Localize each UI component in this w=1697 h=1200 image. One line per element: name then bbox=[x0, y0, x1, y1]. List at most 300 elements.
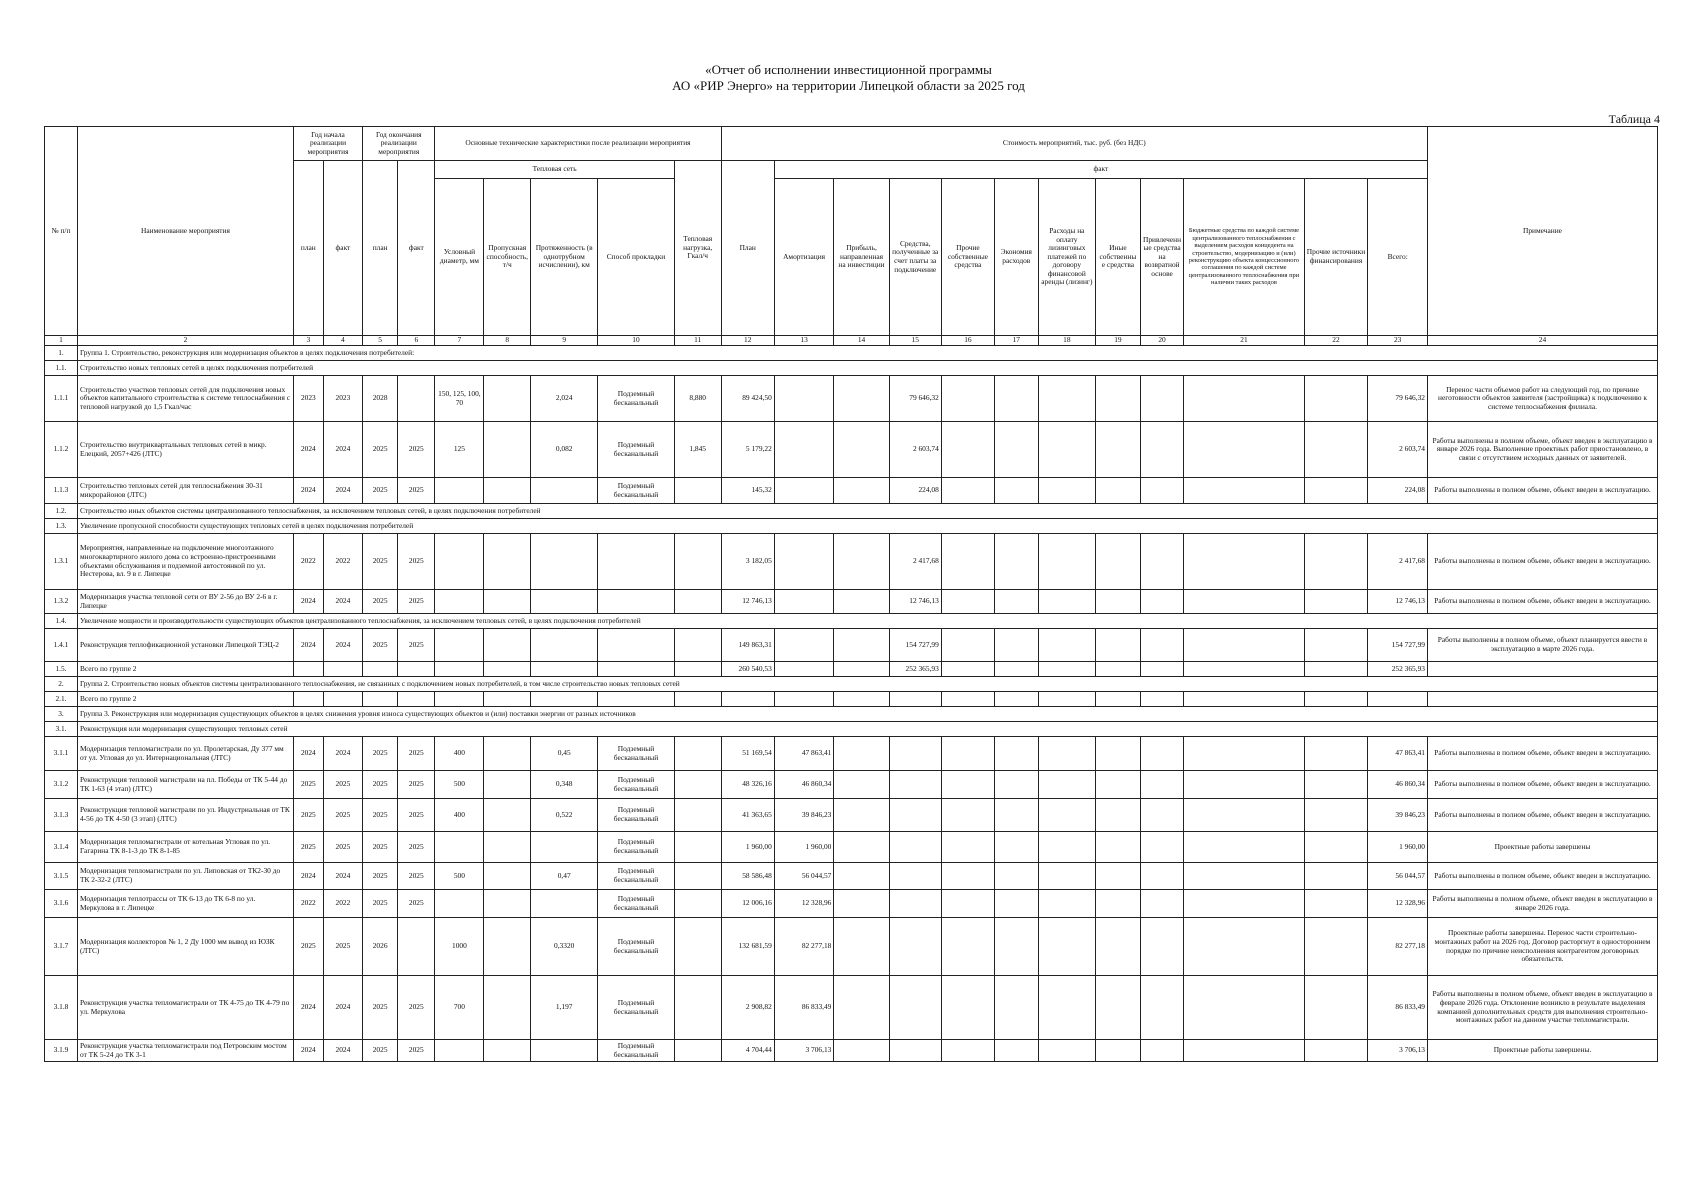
row-number: 1.5. bbox=[45, 662, 78, 677]
column-number: 17 bbox=[995, 336, 1039, 346]
diameter bbox=[435, 890, 484, 918]
other-sources bbox=[1304, 590, 1368, 614]
row-number: 1.3.1 bbox=[45, 534, 78, 590]
other-own-funds bbox=[941, 590, 994, 614]
note: Проектные работы завершены. Перенос части строительно-монтажных работ на 2026 год. Договор расторгнут в одностороннем порядке по причине неисполнения контрагентом договорных обязательств. bbox=[1427, 918, 1657, 976]
header-plan-cost: План bbox=[721, 161, 774, 336]
empty-cell bbox=[398, 692, 435, 707]
start-year-fact: 2024 bbox=[323, 629, 362, 662]
row-number: 1.1.1 bbox=[45, 376, 78, 422]
column-number: 8 bbox=[484, 336, 531, 346]
end-year-fact: 2025 bbox=[398, 534, 435, 590]
heat-load bbox=[674, 890, 721, 918]
connection-fee: 12 746,13 bbox=[889, 590, 941, 614]
column-number: 1 bbox=[45, 336, 78, 346]
borrowed-funds bbox=[1140, 771, 1184, 799]
diameter bbox=[435, 534, 484, 590]
end-year-plan: 2025 bbox=[363, 422, 398, 478]
empty-cell bbox=[1427, 692, 1657, 707]
empty-cell bbox=[484, 692, 531, 707]
row-number: 1.1. bbox=[45, 361, 78, 376]
capacity bbox=[484, 376, 531, 422]
row-number: 3.1.7 bbox=[45, 918, 78, 976]
connection-fee: 252 365,93 bbox=[889, 662, 941, 677]
budget-funds bbox=[1184, 832, 1304, 863]
measure-name: Реконструкция теплофикационной установки Липецкой ТЭЦ-2 bbox=[77, 629, 293, 662]
column-number: 20 bbox=[1140, 336, 1184, 346]
empty-cell bbox=[774, 692, 834, 707]
laying-method bbox=[598, 590, 675, 614]
length: 0,3320 bbox=[531, 918, 598, 976]
note: Работы выполнены в полном объеме, объект введен в эксплуатацию в феврале 2026 года. Отклонение возникло в результате выделения компанией дополнительных средств для выполнения строительно-монтажных работ на данном участке тепломагистрали. bbox=[1427, 976, 1657, 1040]
heat-load bbox=[674, 771, 721, 799]
row-number: 3.1.4 bbox=[45, 832, 78, 863]
capacity bbox=[484, 771, 531, 799]
other-own-funds-2 bbox=[1096, 737, 1141, 771]
other-own-funds-2 bbox=[1096, 863, 1141, 890]
laying-method: Подземный бесканальный bbox=[598, 832, 675, 863]
connection-fee: 79 646,32 bbox=[889, 376, 941, 422]
other-sources bbox=[1304, 799, 1368, 832]
other-own-funds-2 bbox=[1096, 771, 1141, 799]
empty-cell bbox=[323, 692, 362, 707]
measure-name: Мероприятия, направленные на подключение многоэтажного многоквартирного жилого дома со встроенно-пристроенными объектами обслуживания и подземной автостоянкой по ул. Нестерова, вл. 9 в г. Липецке bbox=[77, 534, 293, 590]
column-number: 22 bbox=[1304, 336, 1368, 346]
diameter bbox=[435, 629, 484, 662]
empty-cell bbox=[435, 662, 484, 677]
connection-fee: 154 727,99 bbox=[889, 629, 941, 662]
amortization bbox=[774, 422, 834, 478]
plan-cost bbox=[721, 692, 774, 707]
column-number: 18 bbox=[1038, 336, 1095, 346]
connection-fee bbox=[889, 976, 941, 1040]
empty-cell bbox=[834, 662, 889, 677]
profit bbox=[834, 376, 889, 422]
capacity bbox=[484, 799, 531, 832]
total-fact: 252 365,93 bbox=[1368, 662, 1428, 677]
empty-cell bbox=[1427, 662, 1657, 677]
other-own-funds bbox=[941, 976, 994, 1040]
empty-cell bbox=[1038, 692, 1095, 707]
note: Работы выполнены в полном объеме, объект введен в эксплуатацию. bbox=[1427, 737, 1657, 771]
row-number: 3.1. bbox=[45, 722, 78, 737]
leasing bbox=[1038, 422, 1095, 478]
column-number: 12 bbox=[721, 336, 774, 346]
diameter: 700 bbox=[435, 976, 484, 1040]
header-end-plan: план bbox=[363, 161, 398, 336]
profit bbox=[834, 1040, 889, 1062]
other-own-funds-2 bbox=[1096, 890, 1141, 918]
amortization: 12 328,96 bbox=[774, 890, 834, 918]
plan-cost: 2 908,82 bbox=[721, 976, 774, 1040]
borrowed-funds bbox=[1140, 799, 1184, 832]
budget-funds bbox=[1184, 1040, 1304, 1062]
borrowed-funds bbox=[1140, 976, 1184, 1040]
total-row bbox=[45, 662, 1658, 677]
laying-method bbox=[598, 534, 675, 590]
column-number: 6 bbox=[398, 336, 435, 346]
row-number: 1.1.2 bbox=[45, 422, 78, 478]
header-diameter: Условный диаметр, мм bbox=[435, 179, 484, 336]
diameter: 1000 bbox=[435, 918, 484, 976]
other-own-funds-2 bbox=[1096, 1040, 1141, 1062]
amortization bbox=[774, 534, 834, 590]
plan-cost: 145,32 bbox=[721, 478, 774, 504]
row-number: 3.1.2 bbox=[45, 771, 78, 799]
leasing bbox=[1038, 478, 1095, 504]
other-sources bbox=[1304, 629, 1368, 662]
leasing bbox=[1038, 376, 1095, 422]
column-number: 19 bbox=[1096, 336, 1141, 346]
end-year-fact bbox=[398, 918, 435, 976]
other-own-funds-2 bbox=[1096, 590, 1141, 614]
measure-name: Реконструкция тепловой магистрали по ул. Индустриальная от ТК 4-56 до ТК 4-50 (3 этап) (ЛТС) bbox=[77, 799, 293, 832]
measure-name: Строительство тепловых сетей для теплоснабжения 30-31 микрорайонов (ЛТС) bbox=[77, 478, 293, 504]
empty-cell bbox=[1096, 662, 1141, 677]
leasing bbox=[1038, 890, 1095, 918]
end-year-plan: 2025 bbox=[363, 832, 398, 863]
budget-funds bbox=[1184, 771, 1304, 799]
table-row bbox=[45, 771, 1658, 799]
group-row bbox=[45, 519, 1658, 534]
start-year-plan: 2023 bbox=[293, 376, 323, 422]
empty-cell bbox=[941, 692, 994, 707]
plan-cost: 41 363,65 bbox=[721, 799, 774, 832]
amortization bbox=[774, 629, 834, 662]
table-row bbox=[45, 478, 1658, 504]
note: Проектные работы завершены. bbox=[1427, 1040, 1657, 1062]
other-own-funds-2 bbox=[1096, 422, 1141, 478]
savings bbox=[995, 737, 1039, 771]
laying-method bbox=[598, 629, 675, 662]
other-own-funds bbox=[941, 890, 994, 918]
amortization: 56 044,57 bbox=[774, 863, 834, 890]
connection-fee bbox=[889, 1040, 941, 1062]
table-row bbox=[45, 890, 1658, 918]
empty-cell bbox=[1184, 662, 1304, 677]
end-year-fact: 2025 bbox=[398, 799, 435, 832]
connection-fee: 2 417,68 bbox=[889, 534, 941, 590]
empty-cell bbox=[1184, 692, 1304, 707]
other-own-funds-2 bbox=[1096, 534, 1141, 590]
profit bbox=[834, 918, 889, 976]
heat-load bbox=[674, 737, 721, 771]
start-year-plan: 2024 bbox=[293, 863, 323, 890]
savings bbox=[995, 976, 1039, 1040]
other-sources bbox=[1304, 1040, 1368, 1062]
end-year-fact bbox=[398, 376, 435, 422]
capacity bbox=[484, 890, 531, 918]
column-number: 2 bbox=[77, 336, 293, 346]
end-year-fact: 2025 bbox=[398, 1040, 435, 1062]
header-start-year: Год начала реализации мероприятия bbox=[293, 127, 362, 161]
row-number: 1.2. bbox=[45, 504, 78, 519]
start-year-fact: 2025 bbox=[323, 799, 362, 832]
empty-cell bbox=[531, 692, 598, 707]
plan-cost: 1 960,00 bbox=[721, 832, 774, 863]
length: 0,522 bbox=[531, 799, 598, 832]
savings bbox=[995, 771, 1039, 799]
laying-method: Подземный бесканальный bbox=[598, 478, 675, 504]
other-own-funds-2 bbox=[1096, 478, 1141, 504]
table-row bbox=[45, 976, 1658, 1040]
start-year-plan: 2022 bbox=[293, 890, 323, 918]
savings bbox=[995, 918, 1039, 976]
profit bbox=[834, 590, 889, 614]
budget-funds bbox=[1184, 890, 1304, 918]
total-fact: 3 706,13 bbox=[1368, 1040, 1428, 1062]
laying-method: Подземный бесканальный bbox=[598, 918, 675, 976]
start-year-fact: 2025 bbox=[323, 771, 362, 799]
header-savings: Экономия расходов bbox=[995, 179, 1039, 336]
group-title: Строительство иных объектов системы централизованного теплоснабжения, за исключением тепловых сетей, в целях подключения потребителей bbox=[77, 504, 1657, 519]
other-own-funds-2 bbox=[1096, 376, 1141, 422]
start-year-plan: 2024 bbox=[293, 422, 323, 478]
start-year-plan: 2025 bbox=[293, 918, 323, 976]
investment-report-table bbox=[44, 126, 1658, 1062]
savings bbox=[995, 832, 1039, 863]
column-number: 10 bbox=[598, 336, 675, 346]
column-number: 21 bbox=[1184, 336, 1304, 346]
diameter bbox=[435, 590, 484, 614]
note: Работы выполнены в полном объеме, объект введен в эксплуатацию в январе 2026 года. Выполнение проектных работ приостановлено, в связи с отсутствием исходных данных от заявителей. bbox=[1427, 422, 1657, 478]
empty-cell bbox=[1140, 692, 1184, 707]
table-body bbox=[45, 346, 1658, 1062]
group-title: Реконструкция или модернизация существующих тепловых сетей bbox=[77, 722, 1657, 737]
plan-cost: 4 704,44 bbox=[721, 1040, 774, 1062]
empty-cell bbox=[598, 662, 675, 677]
savings bbox=[995, 629, 1039, 662]
end-year-plan: 2025 bbox=[363, 799, 398, 832]
diameter bbox=[435, 1040, 484, 1062]
connection-fee bbox=[889, 832, 941, 863]
empty-cell bbox=[1096, 692, 1141, 707]
leasing bbox=[1038, 918, 1095, 976]
capacity bbox=[484, 629, 531, 662]
heat-load bbox=[674, 1040, 721, 1062]
length: 0,082 bbox=[531, 422, 598, 478]
other-own-funds bbox=[941, 1040, 994, 1062]
report-title bbox=[0, 62, 1697, 94]
heat-load bbox=[674, 590, 721, 614]
note: Работы выполнены в полном объеме, объект введен в эксплуатацию. bbox=[1427, 799, 1657, 832]
row-number: 1.4.1 bbox=[45, 629, 78, 662]
column-number: 16 bbox=[941, 336, 994, 346]
other-sources bbox=[1304, 976, 1368, 1040]
budget-funds bbox=[1184, 534, 1304, 590]
group-row bbox=[45, 722, 1658, 737]
measure-name: Реконструкция участка тепломагистрали от ТК 4-75 до ТК 4-79 по ул. Меркулова bbox=[77, 976, 293, 1040]
total-label: Всего по группе 2 bbox=[77, 662, 293, 677]
empty-cell bbox=[323, 662, 362, 677]
row-number: 3.1.1 bbox=[45, 737, 78, 771]
group-title: Группа 3. Реконструкция или модернизация существующих объектов в целях снижения уровня износа существующих объектов и (или) поставки энергии от разных источников bbox=[77, 707, 1657, 722]
header-borrowed: Привлеченные средства на возвратной основе bbox=[1140, 179, 1184, 336]
connection-fee bbox=[889, 737, 941, 771]
start-year-plan: 2025 bbox=[293, 771, 323, 799]
note: Работы выполнены в полном объеме, объект введен в эксплуатацию. bbox=[1427, 771, 1657, 799]
other-own-funds-2 bbox=[1096, 832, 1141, 863]
connection-fee bbox=[889, 692, 941, 707]
laying-method: Подземный бесканальный bbox=[598, 422, 675, 478]
connection-fee bbox=[889, 918, 941, 976]
table-row bbox=[45, 737, 1658, 771]
group-row bbox=[45, 707, 1658, 722]
start-year-plan: 2025 bbox=[293, 799, 323, 832]
borrowed-funds bbox=[1140, 478, 1184, 504]
start-year-plan: 2024 bbox=[293, 737, 323, 771]
heat-load bbox=[674, 478, 721, 504]
connection-fee bbox=[889, 863, 941, 890]
length bbox=[531, 1040, 598, 1062]
measure-name: Модернизация теплотрассы от ТК 6-13 до ТК 6-8 по ул. Меркулова в г. Липецке bbox=[77, 890, 293, 918]
empty-cell bbox=[995, 662, 1039, 677]
end-year-fact: 2025 bbox=[398, 590, 435, 614]
table-row bbox=[45, 799, 1658, 832]
group-title: Увеличение пропускной способности существующих тепловых сетей в целях подключения потребителей bbox=[77, 519, 1657, 534]
diameter bbox=[435, 478, 484, 504]
budget-funds bbox=[1184, 918, 1304, 976]
row-number: 3.1.5 bbox=[45, 863, 78, 890]
measure-name: Модернизация тепломагистрали от котельная Угловая по ул. Гагарина ТК 8-1-3 до ТК 8-1-85 bbox=[77, 832, 293, 863]
empty-cell bbox=[598, 692, 675, 707]
report-title-line-1: «Отчет об исполнении инвестиционной программы bbox=[705, 62, 992, 77]
leasing bbox=[1038, 629, 1095, 662]
profit bbox=[834, 771, 889, 799]
header-capacity: Пропускная способность, т/ч bbox=[484, 179, 531, 336]
measure-name: Модернизация тепломагистрали по ул. Пролетарская, Ду 377 мм от ул. Угловая до ул. Интернациональная (ЛТС) bbox=[77, 737, 293, 771]
end-year-plan: 2028 bbox=[363, 376, 398, 422]
other-sources bbox=[1304, 918, 1368, 976]
total-fact: 47 863,41 bbox=[1368, 737, 1428, 771]
other-own-funds bbox=[941, 422, 994, 478]
leasing bbox=[1038, 799, 1095, 832]
other-sources bbox=[1304, 376, 1368, 422]
start-year-plan: 2024 bbox=[293, 1040, 323, 1062]
heat-load bbox=[674, 799, 721, 832]
connection-fee bbox=[889, 771, 941, 799]
end-year-fact: 2025 bbox=[398, 737, 435, 771]
column-number: 23 bbox=[1368, 336, 1428, 346]
connection-fee: 2 603,74 bbox=[889, 422, 941, 478]
plan-cost: 132 681,59 bbox=[721, 918, 774, 976]
leasing bbox=[1038, 832, 1095, 863]
end-year-plan: 2025 bbox=[363, 976, 398, 1040]
column-number: 4 bbox=[323, 336, 362, 346]
other-own-funds bbox=[941, 376, 994, 422]
note: Работы выполнены в полном объеме, объект введен в эксплуатацию. bbox=[1427, 534, 1657, 590]
total-fact: 2 603,74 bbox=[1368, 422, 1428, 478]
total-fact: 39 846,23 bbox=[1368, 799, 1428, 832]
measure-name: Строительство участков тепловых сетей для подключения новых объектов капитального строительства к системе теплоснабжения с тепловой нагрузкой до 1,5 Гкал/час bbox=[77, 376, 293, 422]
header-end-fact: факт bbox=[398, 161, 435, 336]
savings bbox=[995, 422, 1039, 478]
group-row bbox=[45, 677, 1658, 692]
other-own-funds bbox=[941, 918, 994, 976]
connection-fee bbox=[889, 890, 941, 918]
other-own-funds-2 bbox=[1096, 976, 1141, 1040]
length: 0,45 bbox=[531, 737, 598, 771]
amortization bbox=[774, 478, 834, 504]
capacity bbox=[484, 590, 531, 614]
profit bbox=[834, 422, 889, 478]
other-sources bbox=[1304, 422, 1368, 478]
column-number: 14 bbox=[834, 336, 889, 346]
note: Перенос части объемов работ на следующий год, по причине неготовности объектов заявителя (застройщика) к подключению к системе теплоснабжения филиала. bbox=[1427, 376, 1657, 422]
total-fact: 12 746,13 bbox=[1368, 590, 1428, 614]
length bbox=[531, 832, 598, 863]
heat-load bbox=[674, 976, 721, 1040]
table-row bbox=[45, 918, 1658, 976]
group-title: Группа 1. Строительство, реконструкция или модернизация объектов в целях подключения потребителей: bbox=[77, 346, 1657, 361]
group-row bbox=[45, 346, 1658, 361]
diameter: 400 bbox=[435, 737, 484, 771]
group-row bbox=[45, 361, 1658, 376]
row-number: 2.1. bbox=[45, 692, 78, 707]
empty-cell bbox=[293, 692, 323, 707]
header-laying: Способ прокладки bbox=[598, 179, 675, 336]
profit bbox=[834, 890, 889, 918]
end-year-plan: 2025 bbox=[363, 629, 398, 662]
table-row bbox=[45, 376, 1658, 422]
length bbox=[531, 590, 598, 614]
header-connection: Средства, полученные за счет платы за подключение bbox=[889, 179, 941, 336]
budget-funds bbox=[1184, 629, 1304, 662]
budget-funds bbox=[1184, 422, 1304, 478]
budget-funds bbox=[1184, 478, 1304, 504]
other-own-funds-2 bbox=[1096, 799, 1141, 832]
empty-cell bbox=[1038, 662, 1095, 677]
laying-method: Подземный бесканальный bbox=[598, 890, 675, 918]
profit bbox=[834, 832, 889, 863]
table-row bbox=[45, 863, 1658, 890]
other-sources bbox=[1304, 890, 1368, 918]
borrowed-funds bbox=[1140, 590, 1184, 614]
start-year-fact: 2024 bbox=[323, 478, 362, 504]
length bbox=[531, 534, 598, 590]
end-year-plan: 2025 bbox=[363, 590, 398, 614]
total-label: Всего по группе 2 bbox=[77, 692, 293, 707]
profit bbox=[834, 534, 889, 590]
length bbox=[531, 890, 598, 918]
header-leasing: Расходы на оплату лизинговых платежей по договору финансовой аренды (лизинг) bbox=[1038, 179, 1095, 336]
plan-cost: 51 169,54 bbox=[721, 737, 774, 771]
amortization bbox=[774, 590, 834, 614]
laying-method: Подземный бесканальный bbox=[598, 976, 675, 1040]
capacity bbox=[484, 832, 531, 863]
plan-cost: 48 326,16 bbox=[721, 771, 774, 799]
header-start-plan: план bbox=[293, 161, 323, 336]
laying-method: Подземный бесканальный bbox=[598, 1040, 675, 1062]
table-row bbox=[45, 629, 1658, 662]
end-year-plan: 2025 bbox=[363, 478, 398, 504]
plan-cost: 5 179,22 bbox=[721, 422, 774, 478]
row-number: 1.4. bbox=[45, 614, 78, 629]
total-fact: 224,08 bbox=[1368, 478, 1428, 504]
report-title-line-2: АО «РИР Энерго» на территории Липецкой области за 2025 год bbox=[672, 78, 1025, 93]
amortization: 3 706,13 bbox=[774, 1040, 834, 1062]
leasing bbox=[1038, 1040, 1095, 1062]
other-own-funds bbox=[941, 737, 994, 771]
start-year-plan: 2024 bbox=[293, 478, 323, 504]
row-number: 3.1.3 bbox=[45, 799, 78, 832]
total-row bbox=[45, 692, 1658, 707]
group-title: Строительство новых тепловых сетей в целях подключения потребителей bbox=[77, 361, 1657, 376]
empty-cell bbox=[774, 662, 834, 677]
start-year-fact: 2025 bbox=[323, 832, 362, 863]
total-fact bbox=[1368, 692, 1428, 707]
profit bbox=[834, 863, 889, 890]
